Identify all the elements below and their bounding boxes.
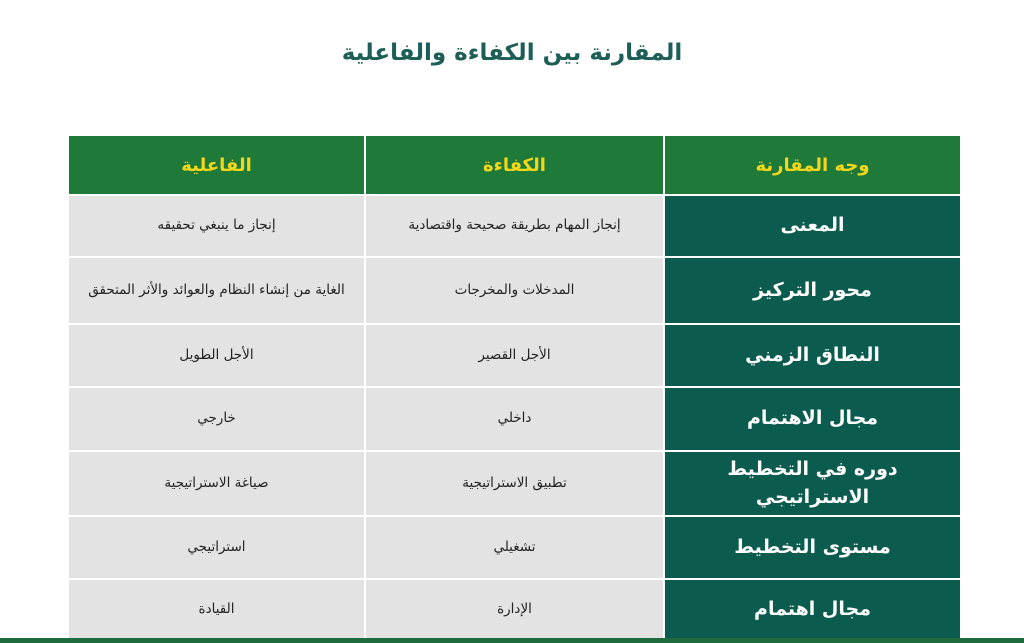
bottom-divider [0,638,1024,643]
row-effectiveness-cell: خارجي [68,387,365,451]
row-effectiveness-cell: إنجاز ما ينبغي تحقيقه [68,195,365,257]
row-efficiency-cell: الإدارة [365,579,664,641]
row-efficiency-cell: داخلي [365,387,664,451]
page-title: المقارنة بين الكفاءة والفاعلية [341,40,683,66]
table-header-row [68,135,961,195]
row-efficiency-cell: إنجاز المهام بطريقة صحيحة واقتصادية [365,195,664,257]
row-aspect-cell: مجال اهتمام [664,579,961,641]
row-aspect-cell: محور التركيز [664,257,961,324]
table-row [68,324,961,387]
row-aspect-cell: النطاق الزمني [664,324,961,387]
row-efficiency-cell: المدخلات والمخرجات [365,257,664,324]
row-effectiveness-cell: الأجل الطويل [68,324,365,387]
comparison-table [67,134,962,642]
header-efficiency: الكفاءة [365,135,664,195]
row-aspect-cell: المعنى [664,195,961,257]
row-efficiency-cell: تشغيلي [365,516,664,579]
table-row [68,451,961,516]
table-row [68,387,961,451]
row-effectiveness-cell: الغاية من إنشاء النظام والعوائد والأثر المتحقق [68,257,365,324]
row-aspect-cell: مستوى التخطيط [664,516,961,579]
row-efficiency-cell: الأجل القصير [365,324,664,387]
row-effectiveness-cell: القيادة [68,579,365,641]
row-efficiency-cell: تطبيق الاستراتيجية [365,451,664,516]
table-row [68,195,961,257]
row-aspect-cell: مجال الاهتمام [664,387,961,451]
table-row [68,516,961,579]
row-aspect-cell: دوره في التخطيط الاستراتيجي [664,451,961,516]
table-row [68,257,961,324]
row-effectiveness-cell: صياغة الاستراتيجية [68,451,365,516]
header-aspect: وجه المقارنة [664,135,961,195]
table-row [68,579,961,641]
comparison-table-wrapper [67,134,960,642]
row-effectiveness-cell: استراتيجي [68,516,365,579]
header-effectiveness: الفاعلية [68,135,365,195]
